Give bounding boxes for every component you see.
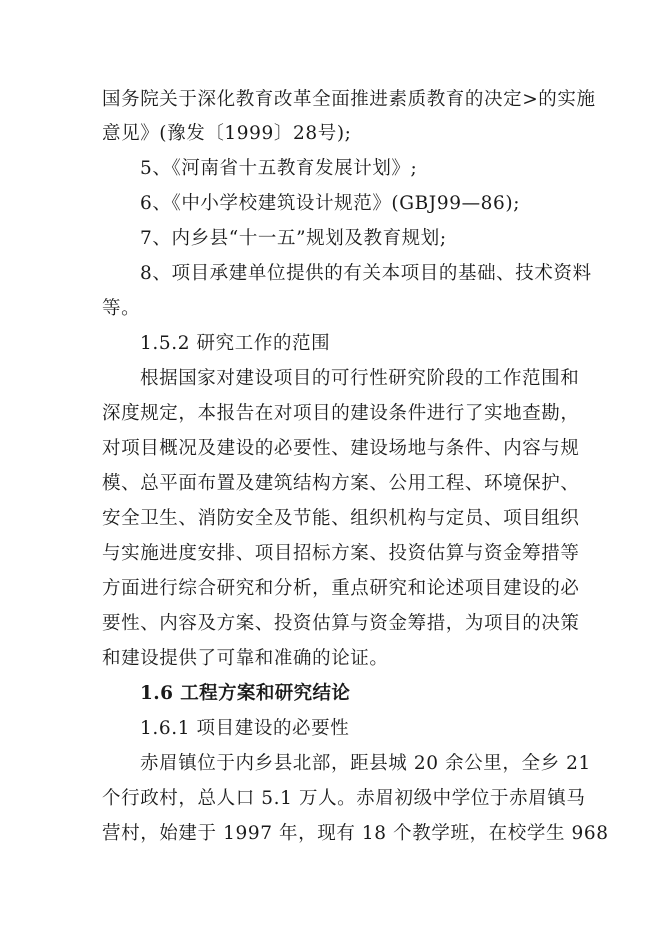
list-item-7: 7、内乡县“十一五”规划及教育规划;	[140, 228, 447, 249]
paragraph-line: 与实施进度安排、项目招标方案、投资估算与资金筹措等	[102, 543, 580, 564]
paragraph-line: 根据国家对建设项目的可行性研究阶段的工作范围和	[140, 368, 580, 389]
paragraph-line: 赤眉镇位于内乡县北部，距县城 20 余公里，全乡 21	[140, 753, 591, 774]
section-heading-1-6-1: 1.6.1 项目建设的必要性	[140, 718, 350, 739]
paragraph-line: 安全卫生、消防安全及节能、组织机构与定员、项目组织	[102, 508, 580, 529]
text-line: 意见》(豫发〔1999〕28号);	[102, 123, 352, 144]
section-heading-1-5-2: 1.5.2 研究工作的范围	[140, 333, 331, 354]
list-item-5: 5、《河南省十五教育发展计划》;	[140, 158, 418, 179]
paragraph-line: 模、总平面布置及建筑结构方案、公用工程、环境保护、	[102, 473, 580, 494]
text-line: 国务院关于深化教育改革全面推进素质教育的决定>的实施	[102, 89, 596, 110]
section-heading-1-6: 1.6 工程方案和研究结论	[140, 683, 351, 704]
paragraph-line: 方面进行综合研究和分析，重点研究和论述项目建设的必	[102, 578, 580, 599]
paragraph-line: 对项目概况及建设的必要性、建设场地与条件、内容与规	[102, 438, 580, 459]
list-item-8: 8、项目承建单位提供的有关本项目的基础、技术资料	[140, 263, 592, 284]
list-item-6: 6、《中小学校建筑设计规范》(GBJ99—86);	[140, 193, 521, 214]
paragraph-line: 要性、内容及方案、投资估算与资金筹措，为项目的决策	[102, 613, 580, 634]
paragraph-line: 个行政村，总人口 5.1 万人。赤眉初级中学位于赤眉镇马	[102, 788, 586, 809]
paragraph-line: 和建设提供了可靠和准确的论证。	[102, 648, 389, 669]
text-line: 等。	[102, 298, 141, 319]
paragraph-line: 深度规定，本报告在对项目的建设条件进行了实地查勘，	[102, 403, 580, 424]
paragraph-line: 营村，始建于 1997 年，现有 18 个教学班，在校学生 968	[102, 823, 609, 844]
